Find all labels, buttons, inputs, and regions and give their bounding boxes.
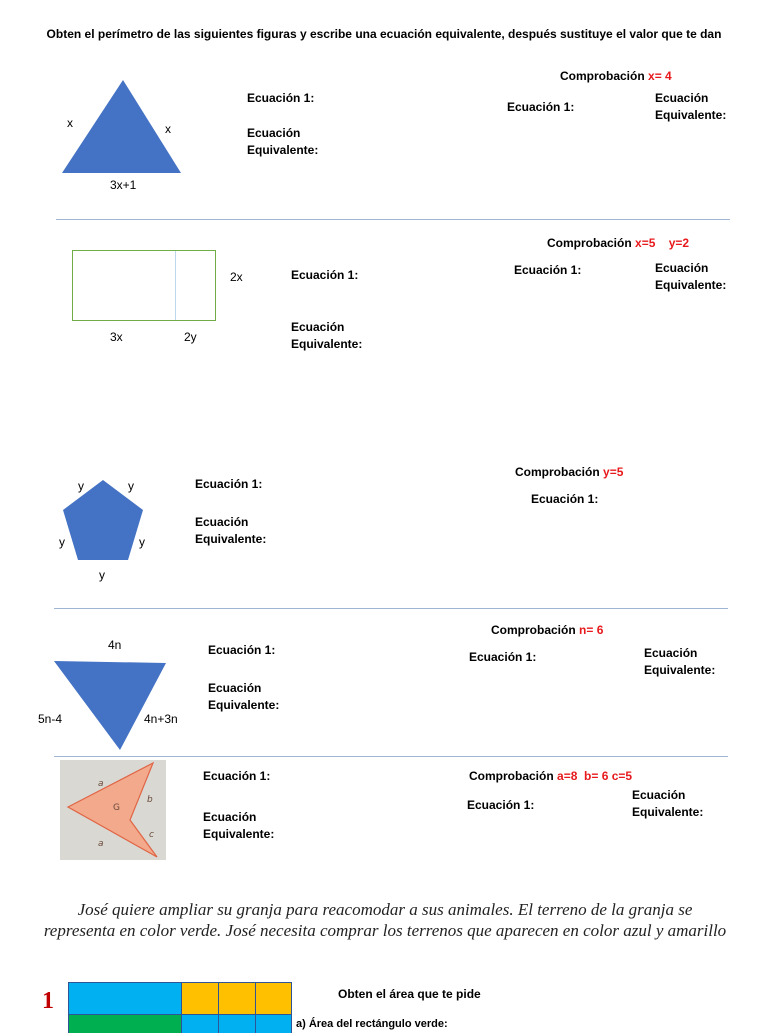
instructions: Obten el perímetro de las siguientes figuras y escribe una ecuación equivalente, después sustituye el valor que te dan: [0, 27, 768, 41]
check-equivalent-label: Ecuación Equivalente:: [644, 645, 715, 679]
pentagon-side-label: y: [99, 568, 105, 582]
rectangle-width-a-label: 3x: [110, 330, 123, 344]
equation1-label: Ecuación 1:: [247, 90, 314, 107]
check-equation1-label: Ecuación 1:: [531, 491, 598, 508]
divider: [56, 219, 730, 220]
triangle-figure: [62, 80, 182, 174]
inverted-triangle-right-label: 4n+3n: [144, 712, 178, 726]
check-heading: Comprobación x=5 y=2: [547, 235, 689, 252]
check-equivalent-label: Ecuación Equivalente:: [655, 90, 726, 124]
photo-center-label: G: [113, 803, 120, 813]
inverted-triangle-figure: [54, 661, 167, 751]
equivalent-equation-label: Ecuación Equivalente:: [195, 514, 266, 548]
problem-number: 1: [42, 988, 54, 1015]
pentagon-side-label: y: [78, 479, 84, 493]
area-item-a: a) Área del rectángulo verde:: [296, 1016, 448, 1033]
triangle-side-right-label: x: [165, 122, 171, 136]
divider: [54, 756, 728, 757]
equivalent-equation-label: Ecuación Equivalente:: [203, 809, 274, 843]
equation1-label: Ecuación 1:: [291, 267, 358, 284]
check-equivalent-label: Ecuación Equivalente:: [632, 787, 703, 821]
pentagon-side-label: y: [139, 535, 145, 549]
photo-side-a-label: a: [98, 779, 104, 789]
arrow-shape-photo: [60, 760, 166, 860]
triangle-side-left-label: x: [67, 116, 73, 130]
check-equation1-label: Ecuación 1:: [514, 262, 581, 279]
rectangle-figure: [72, 250, 217, 322]
inverted-triangle-left-label: 5n-4: [38, 712, 62, 726]
divider: [54, 608, 728, 609]
check-equation1-label: Ecuación 1:: [507, 99, 574, 116]
equation1-label: Ecuación 1:: [203, 768, 270, 785]
check-equivalent-label: Ecuación Equivalente:: [655, 260, 726, 294]
equivalent-equation-label: Ecuación Equivalente:: [247, 125, 318, 159]
rectangle-height-label: 2x: [230, 270, 243, 284]
check-heading: Comprobación x= 4: [560, 68, 672, 85]
equivalent-equation-label: Ecuación Equivalente:: [208, 680, 279, 714]
farm-grid-figure: [68, 982, 294, 1024]
inverted-triangle-top-label: 4n: [108, 638, 121, 652]
rectangle-width-b-label: 2y: [184, 330, 197, 344]
triangle-base-label: 3x+1: [110, 178, 136, 192]
photo-side-c-label: c: [149, 830, 154, 840]
check-equation1-label: Ecuación 1:: [469, 649, 536, 666]
pentagon-side-label: y: [128, 479, 134, 493]
check-equation1-label: Ecuación 1:: [467, 797, 534, 814]
photo-side-b-label: b: [147, 795, 153, 805]
equivalent-equation-label: Ecuación Equivalente:: [291, 319, 362, 353]
equation1-label: Ecuación 1:: [195, 476, 262, 493]
check-heading: Comprobación a=8 b= 6 c=5: [469, 768, 632, 785]
area-title: Obten el área que te pide: [338, 986, 481, 1003]
check-heading: Comprobación y=5: [515, 464, 623, 481]
check-heading: Comprobación n= 6: [491, 622, 603, 639]
pentagon-side-label: y: [59, 535, 65, 549]
photo-side-a-label: a: [98, 839, 104, 849]
farm-story-text: José quiere ampliar su granja para reacomodar a sus animales. El terreno de la granja se representa en color verde. José necesita comprar los terrenos que aparecen en color azul y amarillo: [40, 900, 730, 941]
equation1-label: Ecuación 1:: [208, 642, 275, 659]
